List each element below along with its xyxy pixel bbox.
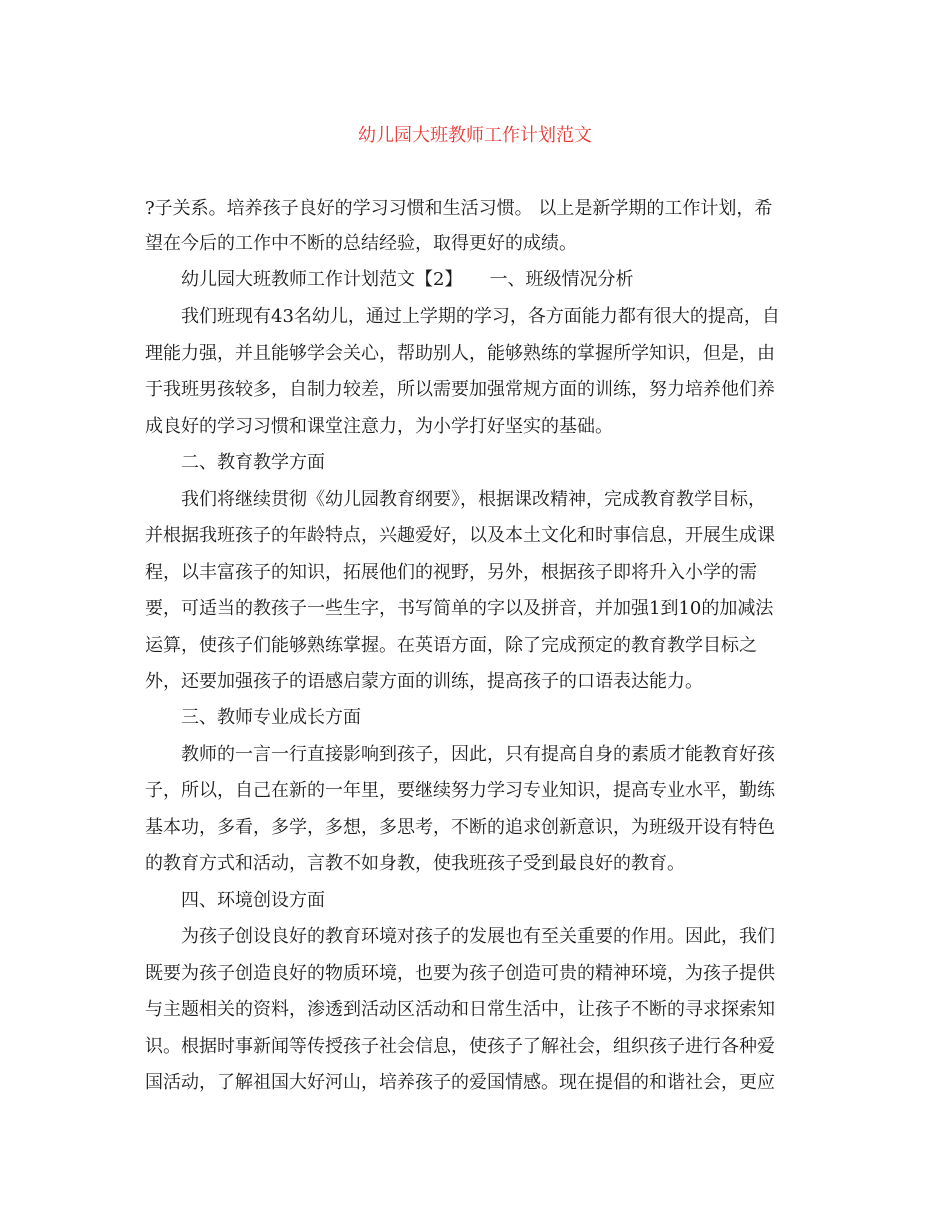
text-line: 为孩子创设良好的教育环境对孩子的发展也有至关重要的作用。因此，我们 (181, 926, 775, 947)
text-line: 望在今后的工作中不断的总结经验，取得更好的成绩。 (145, 233, 577, 254)
text-line: 基本功，多看，多学，多想，多思考，不断的追求创新意识，为班级开设有特色 (145, 817, 775, 838)
text-line: 我们将继续贯彻《幼儿园教育纲要》，根据课改精神，完成教育教学目标， (181, 489, 766, 510)
section-heading: 二、教育教学方面 (181, 452, 325, 473)
text-line: 幼儿园大班教师工作计划范文【2】 一、班级情况分析 (181, 269, 634, 290)
text-line: 子，所以，自己在新的一年里，要继续努力学习专业知识，提高专业水平，勤练 (145, 780, 775, 801)
section-heading: 四、环境创设方面 (181, 890, 325, 911)
text-line: 程，以丰富孩子的知识，拓展他们的视野，另外，根据孩子即将升入小学的需 (145, 562, 757, 583)
text-line: 与主题相关的资料，渗透到活动区活动和日常生活中，让孩子不断的寻求探索知 (145, 999, 775, 1020)
text-line: 运算，使孩子们能够熟练掌握。在英语方面，除了完成预定的教育教学目标之 (145, 635, 757, 656)
text-line: 既要为孩子创造良好的物质环境，也要为孩子创造可贵的精神环境，为孩子提供 (145, 963, 775, 984)
text-line: 我们班现有43名幼儿，通过上学期的学习，各方面能力都有很大的提高，自 (181, 306, 780, 327)
text-line: 成良好的学习习惯和课堂注意力，为小学打好坚实的基础。 (145, 416, 613, 437)
text-line: 要，可适当的教孩子一些生字，书写简单的字以及拼音，并加强1到10的加减法 (145, 598, 774, 619)
text-line: 于我班男孩较多，自制力较差，所以需要加强常规方面的训练，努力培养他们养 (145, 379, 775, 400)
text-line: 教师的一言一行直接影响到孩子，因此，只有提高自身的素质才能教育好孩 (181, 744, 775, 765)
text-line: 外，还要加强孩子的语感启蒙方面的训练，提高孩子的口语表达能力。 (145, 671, 703, 692)
text-line: 识。根据时事新闻等传授孩子社会信息，使孩子了解社会，组织孩子进行各种爱 (145, 1036, 775, 1057)
text-line: 国活动，了解祖国大好河山，培养孩子的爱国情感。现在提倡的和谐社会，更应 (145, 1072, 775, 1093)
text-line: 的教育方式和活动，言教不如身教，使我班孩子受到最良好的教育。 (145, 853, 685, 874)
text-line: ?子关系。培养孩子良好的学习习惯和生活习惯。 以上是新学期的工作计划，希 (145, 198, 773, 219)
text-line: 并根据我班孩子的年龄特点，兴趣爱好，以及本土文化和时事信息，开展生成课 (145, 525, 775, 546)
document-title: 幼儿园大班教师工作计划范文 (358, 125, 592, 146)
text-line: 理能力强，并且能够学会关心，帮助别人，能够熟练的掌握所学知识，但是，由 (145, 343, 775, 364)
section-heading: 三、教师专业成长方面 (181, 707, 361, 728)
